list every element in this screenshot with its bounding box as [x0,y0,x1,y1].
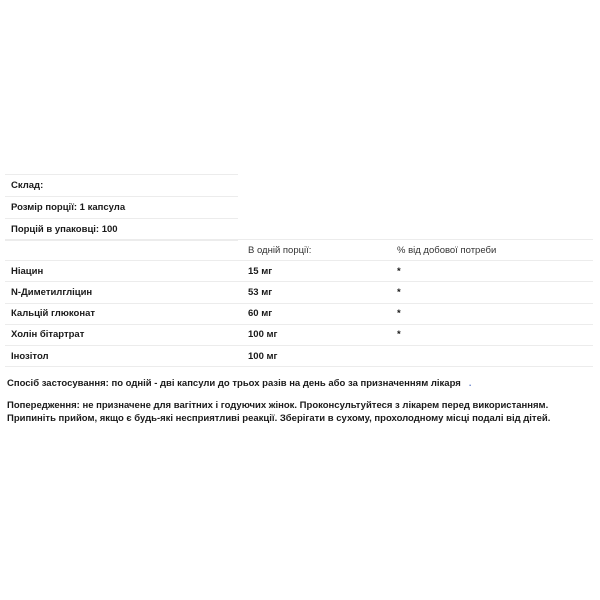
ingredient-name: Кальцій глюконат [5,303,242,324]
ingredient-amount: 60 мг [242,303,391,324]
ingredient-name: Холін бітартрат [5,324,242,345]
header-daily-value: % від добової потреби [391,240,593,261]
header-ingredient [5,240,242,261]
ingredient-amount: 100 мг [242,345,391,366]
product-meta-table [5,174,238,241]
ingredient-dv: * [391,303,593,324]
ingredient-name: N-Диметилгліцин [5,282,242,303]
ingredient-amount: 53 мг [242,282,391,303]
ingredient-name: Інозітол [5,345,242,366]
table-row [5,282,593,303]
ingredient-dv [391,345,593,366]
ingredient-dv: * [391,261,593,282]
header-amount: В одній порції: [242,240,391,261]
usage-instructions [7,377,597,390]
ingredient-dv: * [391,324,593,345]
table-row [5,303,593,324]
table-row [5,261,593,282]
table-row [5,324,593,345]
warning-text [7,400,599,425]
composition-label: Склад: [5,175,238,197]
warning-line-1: Попередження: не призначене для вагітних і годуючих жінок. Проконсультуйтеся з лікарем перед використанням. [7,400,549,411]
ingredient-name: Ніацин [5,261,242,282]
table-header-row [5,240,593,261]
servings-per-container: Порцій в упаковці: 100 [5,219,238,241]
ingredient-amount: 15 мг [242,261,391,282]
warning-line-2: Припиніть прийом, якщо є будь-які несприятливі реакції. Зберігати в сухому, прохолодному місці подалі від дітей. [7,412,551,424]
ingredient-dv: * [391,282,593,303]
supplement-facts-table [5,239,593,367]
ingredient-amount: 100 мг [242,324,391,345]
serving-size: Розмір порції: 1 капсула [5,197,238,219]
trailing-dot: . [468,378,472,388]
table-row [5,345,593,366]
usage-text: Спосіб застосування: по одній - дві капсули до трьох разів на день або за призначенням лікаря [7,378,461,389]
